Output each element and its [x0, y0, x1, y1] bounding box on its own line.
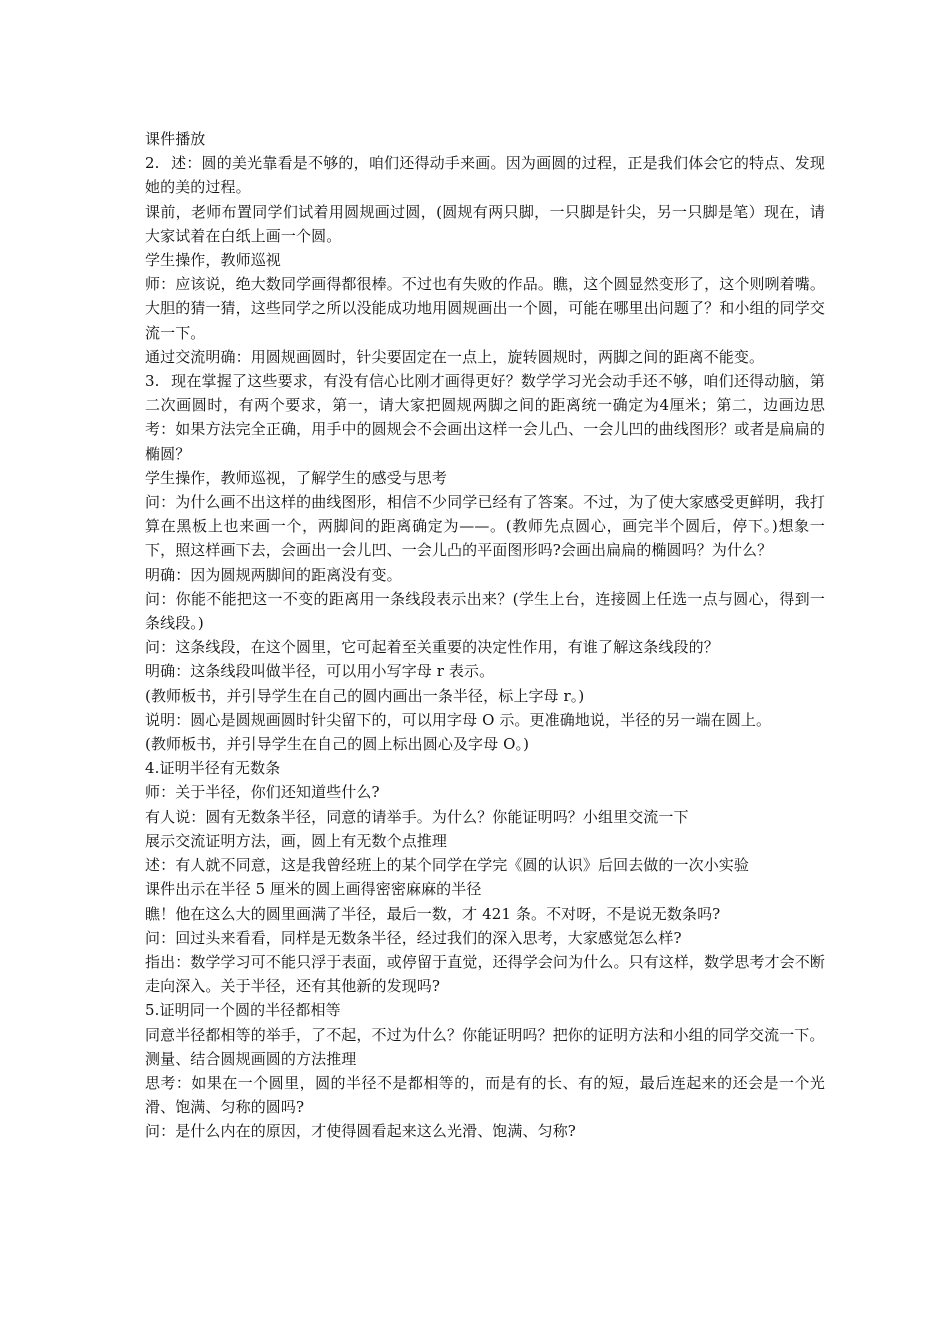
paragraph-text: 问：是什么内在的原因，才使得圆看起来这么光滑、饱满、匀称?: [145, 1122, 576, 1141]
paragraph-text: 指出：数学学习可不能只浮于表面，或停留于直觉，还得学会问为什么。只有这样，数学思考才会不断走向深入。关于半径，还有其他新的发现吗?: [145, 952, 825, 996]
paragraph-text: 课件播放: [145, 130, 206, 148]
paragraph: [145, 369, 825, 466]
paragraph-text: 同意半径都相等的举手，了不起，不过为什么？你能证明吗？把你的证明方法和小组的同学交流一下。: [145, 1025, 825, 1044]
paragraph: [145, 490, 825, 563]
paragraph: [145, 902, 825, 926]
paragraph: [145, 200, 825, 248]
paragraph-text: 课件出示在半径 5 厘米的圆上画得密密麻麻的半径: [145, 880, 482, 899]
paragraph: [145, 151, 825, 199]
paragraph: [145, 829, 825, 853]
paragraph-text: 述：圆的美光靠看是不够的，咱们还得动手来画。因为画圆的过程，正是我们体会它的特点、发现她的美的过程。: [145, 154, 825, 197]
paragraph: [145, 756, 825, 780]
paragraph-text: 展示交流证明方法，画，圆上有无数个点推理: [145, 831, 448, 850]
paragraph: [145, 345, 825, 369]
paragraph: [145, 659, 825, 683]
paragraph-text: 现在掌握了这些要求，有没有信心比刚才画得更好？数学学习光会动手还不够，咱们还得动脑，第二次画圆时，有两个要求，第一，请大家把圆规两脚之间的距离统一确定为4厘米；第二，边画边思考：如果方法完全正确，用手中的圆规会不会画出这样一会儿凸、一会儿凹的曲线图形？或者是扁扁的椭圆？: [145, 372, 825, 463]
paragraph-text: 通过交流明确：用圆规画圆时，针尖要固定在一点上，旋转圆规时，两脚之间的距离不能变。: [145, 347, 765, 366]
document-body: [145, 127, 825, 1144]
paragraph-number: 2.: [145, 154, 160, 173]
paragraph: [145, 732, 825, 756]
paragraph-text: 学生操作，教师巡视: [145, 251, 281, 270]
paragraph: [145, 684, 825, 708]
paragraph-text: 课前，老师布置同学们试着用圆规画过圆，(圆规有两只脚，一只脚是针尖，另一只脚是笔）现在，请大家试着在白纸上画一个圆。: [145, 202, 825, 245]
paragraph: [145, 127, 825, 151]
paragraph-text: 问：回过头来看看，同样是无数条半径，经过我们的深入思考，大家感觉怎么样?: [145, 928, 682, 947]
paragraph-text: 述：有人就不同意，这是我曾经班上的某个同学在学完《圆的认识》后回去做的一次小实验: [145, 856, 750, 875]
paragraph: [145, 950, 825, 998]
paragraph: [145, 248, 825, 272]
paragraph: [145, 1023, 825, 1047]
paragraph-text: (教师板书，并引导学生在自己的圆内画出一条半径，标上字母 r。): [145, 686, 585, 705]
paragraph-text: 5.证明同一个圆的半径都相等: [145, 1001, 341, 1020]
paragraph: [145, 272, 825, 345]
paragraph-text: 师：关于半径，你们还知道些什么?: [145, 783, 380, 802]
paragraph: [145, 563, 825, 587]
paragraph-text: (教师板书，并引导学生在自己的圆上标出圆心及字母 O。): [145, 735, 530, 754]
paragraph: [145, 1119, 825, 1143]
paragraph: [145, 635, 825, 659]
paragraph: [145, 708, 825, 732]
paragraph: [145, 780, 825, 804]
paragraph-text: 问：你能不能把这一不变的距离用一条线段表示出来？(学生上台，连接圆上任选一点与圆心，得到一条线段。): [145, 589, 825, 633]
paragraph: [145, 1047, 825, 1071]
paragraph: [145, 1071, 825, 1119]
paragraph: [145, 853, 825, 877]
paragraph: [145, 926, 825, 950]
paragraph: [145, 998, 825, 1022]
paragraph: [145, 587, 825, 635]
paragraph-text: 思考：如果在一个圆里，圆的半径不是都相等的，而是有的长、有的短，最后连起来的还会是一个光滑、饱满、匀称的圆吗?: [145, 1073, 825, 1117]
paragraph-text: 有人说：圆有无数条半径，同意的请举手。为什么？你能证明吗？小组里交流一下: [145, 807, 689, 826]
paragraph-text: 明确：因为圆规两脚间的距离没有变。: [145, 565, 402, 584]
paragraph-text: 师：应该说，绝大数同学画得都很棒。不过也有失败的作品。瞧，这个圆显然变形了，这个则咧着嘴。大胆的猜一猜，这些同学之所以没能成功地用圆规画出一个圆，可能在哪里出问题了？和小组的同学交流一下。: [145, 275, 825, 342]
paragraph-text: 学生操作，教师巡视，了解学生的感受与思考: [145, 468, 448, 487]
paragraph-text: 瞧！他在这么大的圆里画满了半径，最后一数，才 421 条。不对呀，不是说无数条吗?: [145, 904, 721, 923]
paragraph-text: 4.证明半径有无数条: [145, 759, 281, 778]
paragraph-text: 说明：圆心是圆规画圆时针尖留下的，可以用字母 O 示。更准确地说，半径的另一端在圆上。: [145, 710, 772, 729]
paragraph-text: 问：为什么画不出这样的曲线图形，相信不少同学已经有了答案。不过，为了使大家感受更鲜明，我打算在黑板上也来画一个，两脚间的距离确定为——。(教师先点圆心，画完半个圆后，停下。)想象一下，照这样画下去，会画出一会儿凹、一会儿凸的平面图形吗?会画出扁扁的椭圆吗？为什么？: [145, 493, 825, 560]
paragraph: [145, 805, 825, 829]
paragraph: [145, 466, 825, 490]
paragraph-text: 明确：这条线段叫做半径，可以用小写字母 r 表示。: [145, 662, 495, 681]
paragraph-text: 问：这条线段，在这个圆里，它可起着至关重要的决定性作用，有谁了解这条线段的？: [145, 638, 719, 657]
paragraph: [145, 877, 825, 901]
paragraph-number: 3.: [145, 372, 160, 391]
paragraph-text: 测量、结合圆规画圆的方法推理: [145, 1049, 357, 1068]
